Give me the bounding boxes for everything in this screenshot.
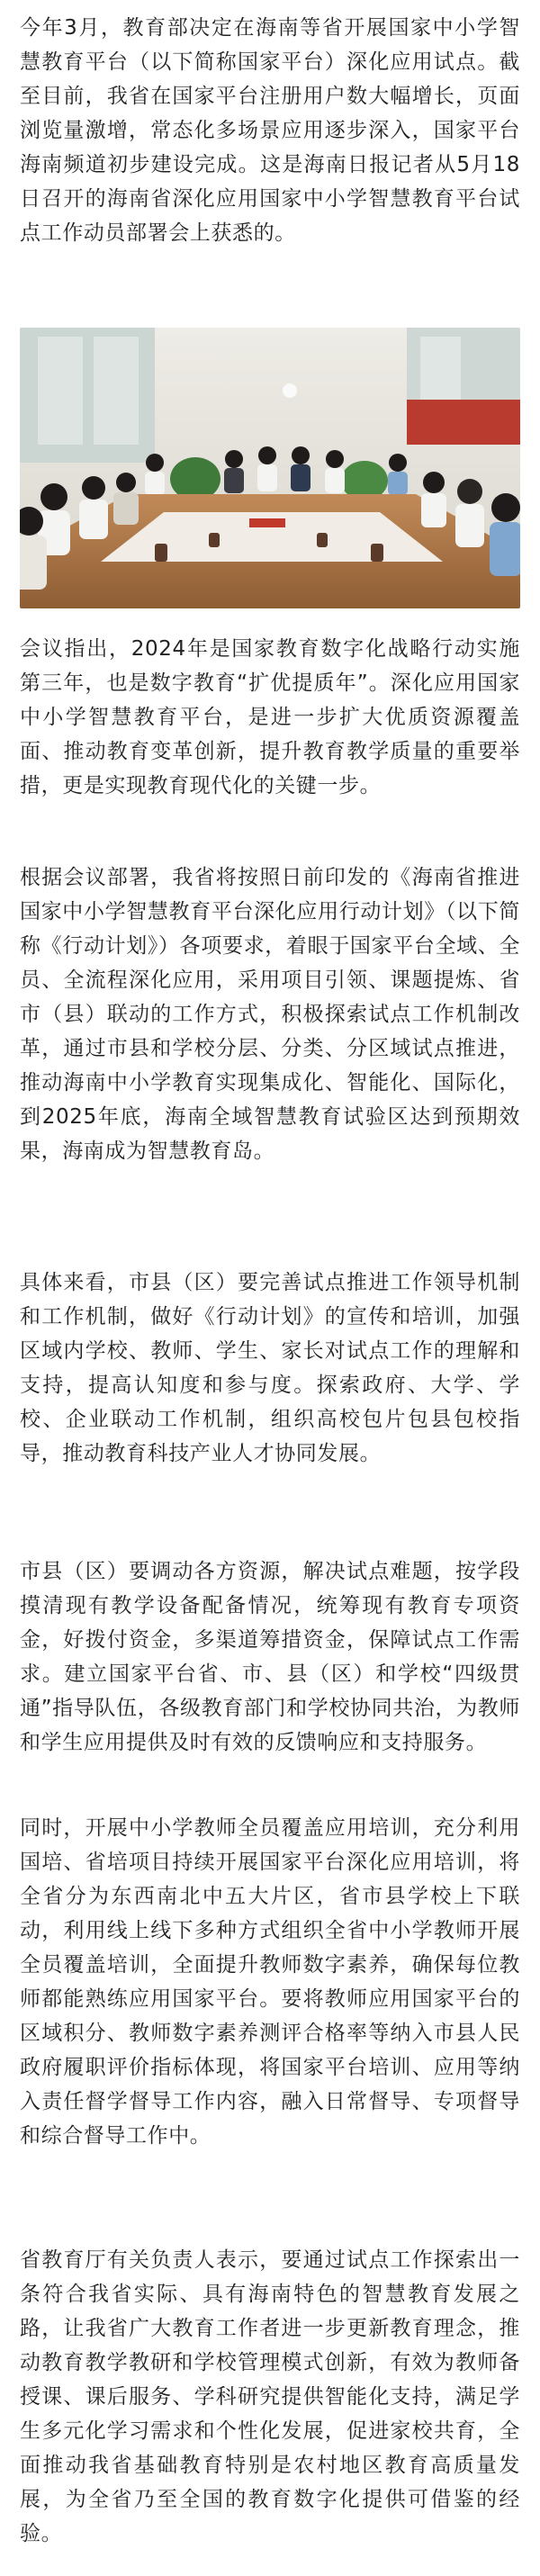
article-paragraph-5: 市县（区）要调动各方资源，解决试点难题，按学段摸清现有教学设备配备情况，统筹现有教育专项资金，好拨付资金，多渠道筹措资金，保障试点工作需求。建立国家平台省、市、县（区）和学校“四级贯通”指导队伍，各级教育部门和学校协同共治，为教师和学生应用提供及时有效的反馈响应和支持服务。 [20, 1560, 520, 1754]
article-paragraph-3: 根据会议部署，我省将按照日前印发的《海南省推进国家中小学智慧教育平台深化应用行动计划》（以下简称《行动计划》）各项要求，着眼于国家平台全域、全员、全流程深化应用，采用项目引领、课题提炼、省市（县）联动的工作方式，积极探索试点工作机制改革，通过市县和学校分层、分类、分区域试点推进，推动海南中小学教育实现集成化、智能化、国际化，到2025年底，海南全域智慧教育试验区达到预期效果，海南成为智慧教育岛。 [20, 866, 520, 1163]
article-paragraph-6: 同时，开展中小学教师全员覆盖应用培训，充分利用国培、省培项目持续开展国家平台深化应用培训，将全省分为东西南北中五大片区，省市县学校上下联动，利用线上线下多种方式组织全省中小学教师开展全员覆盖培训，全面提升教师数字素养，确保每位教师都能熟练应用国家平台。要将教师应用国家平台的区域积分、教师数字素养测评合格率等纳入市县人民政府履职评价指标体现，将国家平台培训、应用等纳入责任督学督导工作内容，融入日常督导、专项督导和综合督导工作中。 [20, 1816, 520, 2148]
article-paragraph-1: 今年3月，教育部决定在海南等省开展国家中小学智慧教育平台（以下简称国家平台）深化应用试点。截至目前，我省在国家平台注册用户数大幅增长，页面浏览量激增，常态化多场景应用逐步深入，国家平台海南频道初步建设完成。这是海南日报记者从5月18日召开的海南省深化应用国家中小学智慧教育平台试点工作动员部署会上获悉的。 [20, 16, 520, 245]
meeting-illustration [20, 328, 520, 608]
banner [407, 400, 520, 445]
article-paragraph-4: 具体来看，市县（区）要完善试点推进工作领导机制和工作机制，做好《行动计划》的宣传和培训，加强区域内学校、教师、学生、家长对试点工作的理解和支持，提高认知度和参与度。探索政府、大学、学校、企业联动工作机制，组织高校包片包县包校指导，推动教育科技产业人才协同发展。 [20, 1271, 520, 1465]
meeting-photo [20, 328, 520, 608]
article-paragraph-7: 省教育厅有关负责人表示，要通过试点工作探索出一条符合我省实际、具有海南特色的智慧教育发展之路，让我省广大教育工作者进一步更新教育理念，推动教育教学教研和学校管理模式创新，有效为教师备授课、课后服务、学科研究提供智能化支持，满足学生多元化学习需求和个性化发展，促进家校共育，全面推动我省基础教育特别是农村地区教育高质量发展，为全省乃至全国的教育数字化提供可借鉴的经验。 [20, 2248, 520, 2545]
article-paragraph-2: 会议指出，2024年是国家教育数字化战略行动实施第三年，也是数字教育“扩优提质年”。深化应用国家中小学智慧教育平台，是进一步扩大优质资源覆盖面、推动教育变革创新，提升教育教学质量的重要举措，更是实现教育现代化的关键一步。 [20, 637, 520, 797]
